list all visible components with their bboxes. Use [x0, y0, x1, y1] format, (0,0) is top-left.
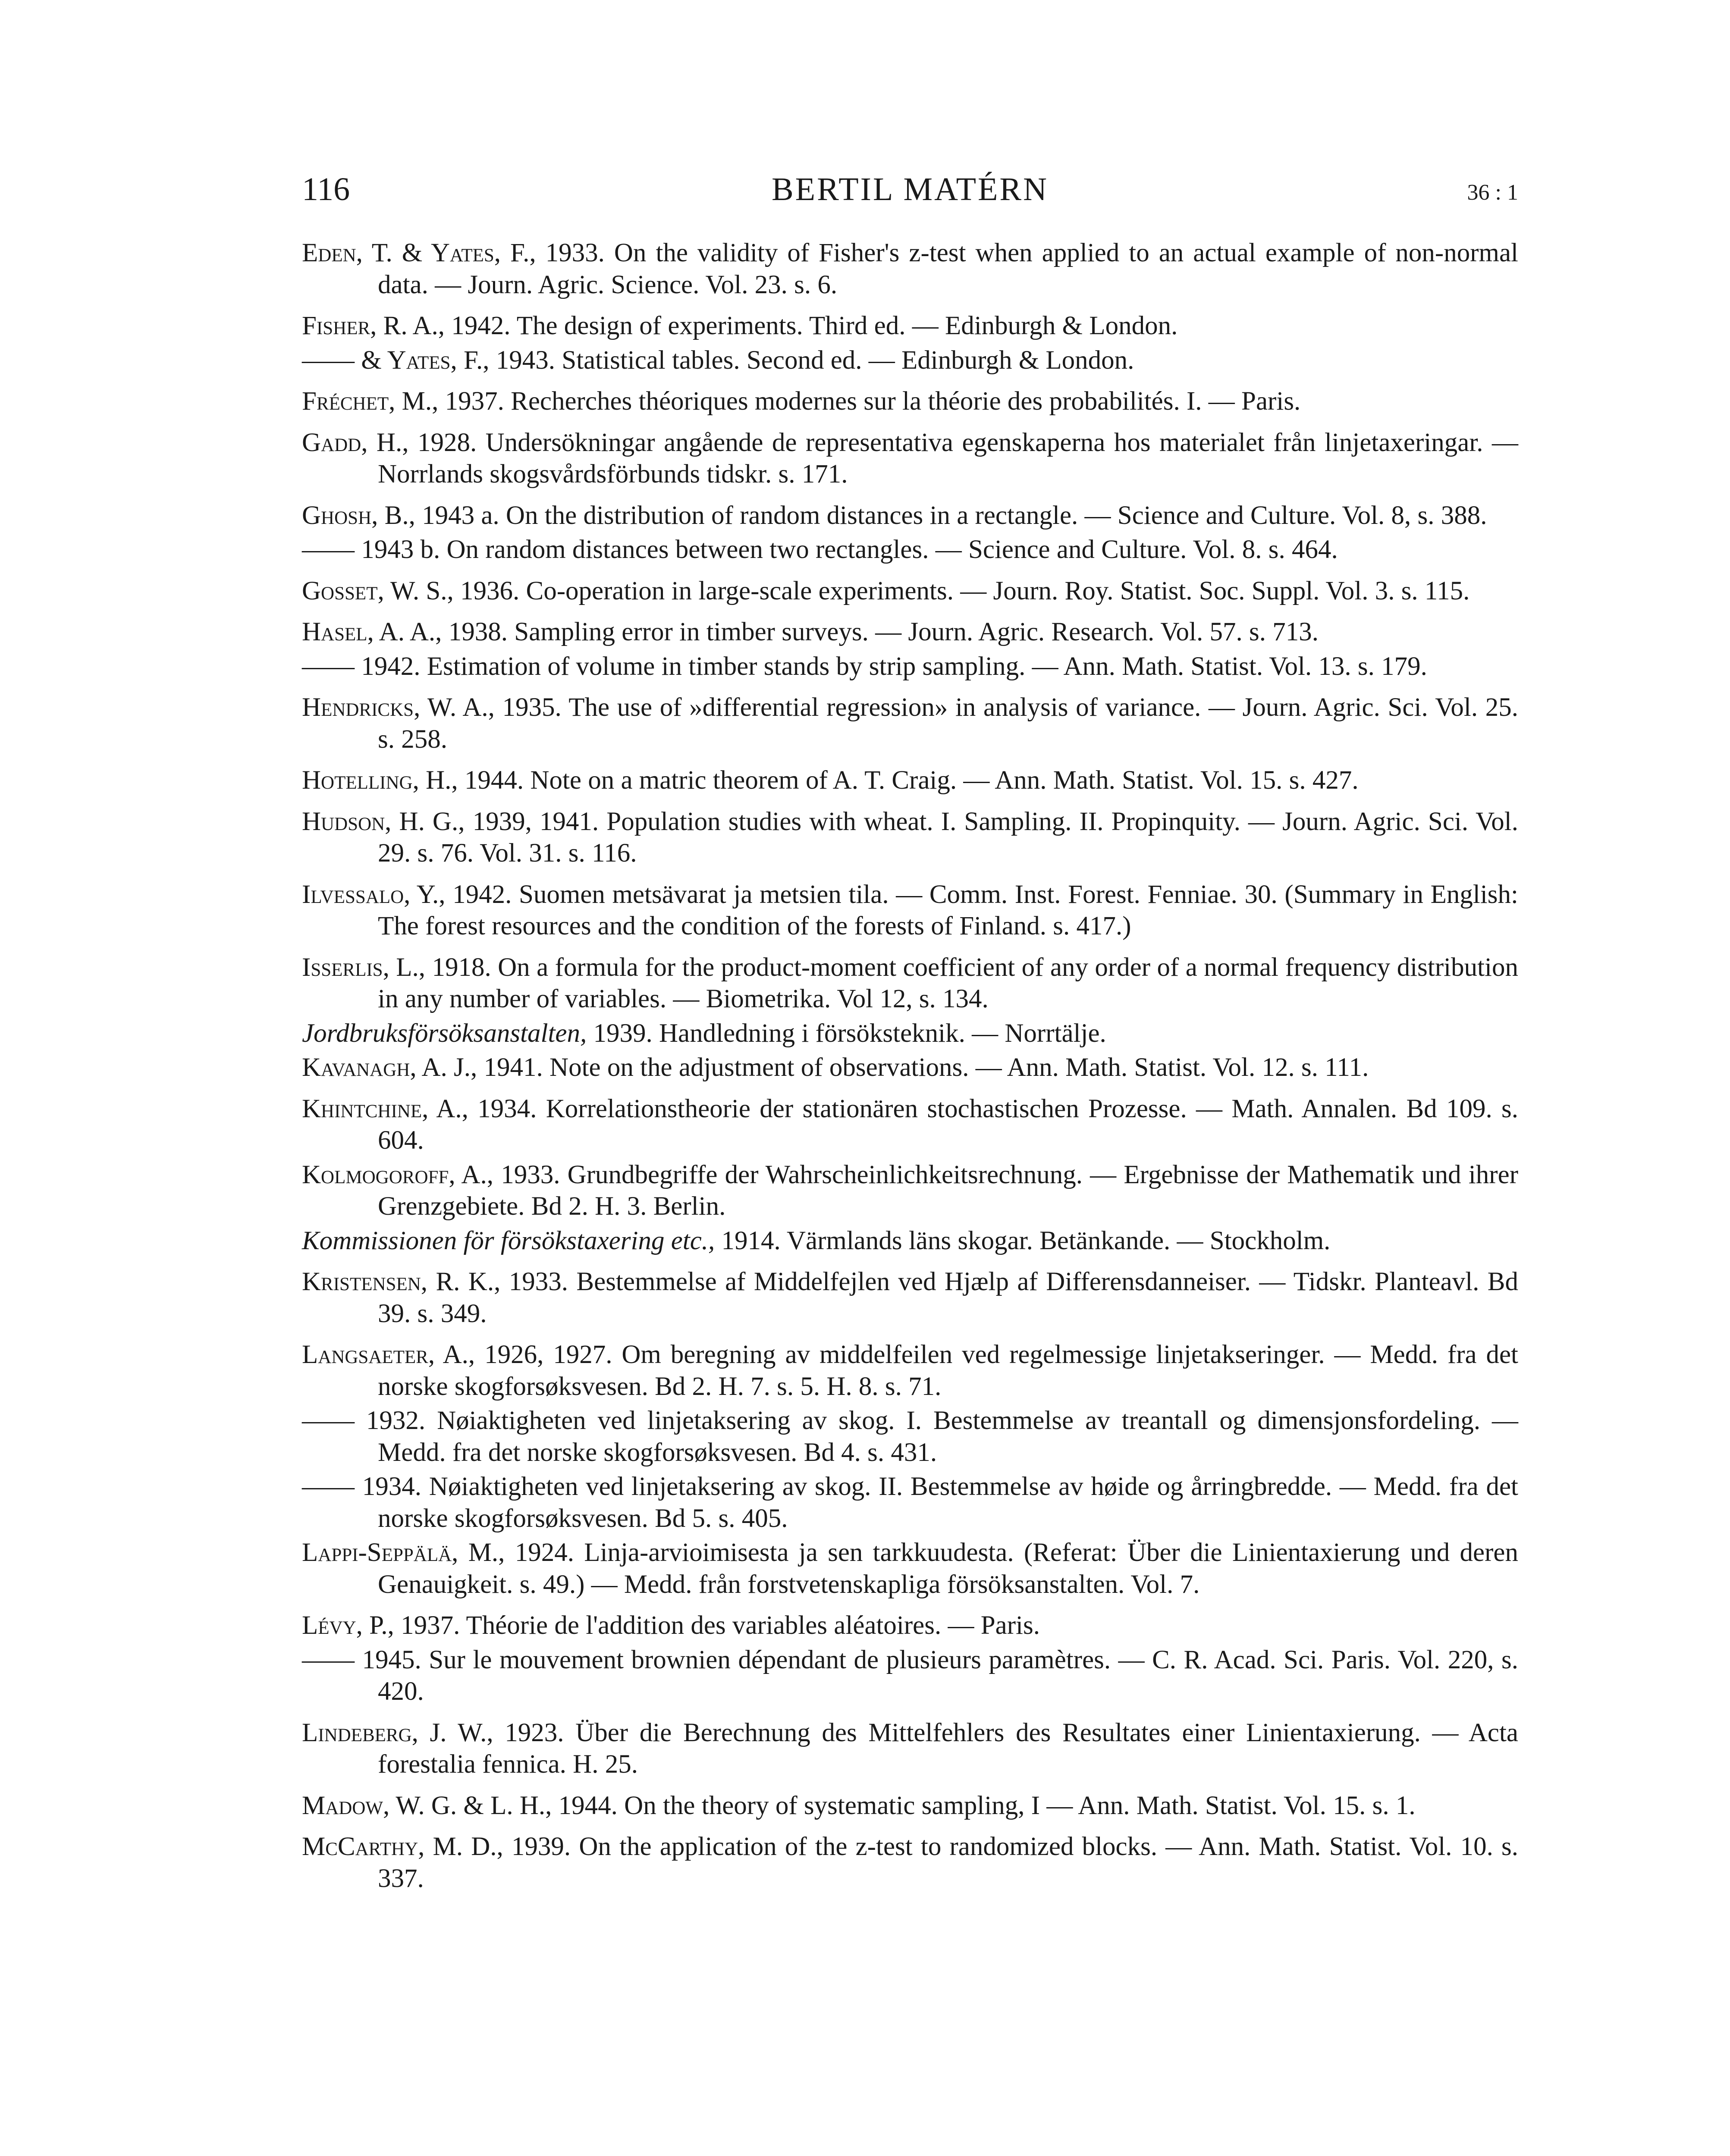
- reference-entry: [302, 1225, 1518, 1257]
- reference-entry: [302, 1093, 1518, 1156]
- reference-list: [302, 237, 1518, 1904]
- reference-author: Hasel, A. A.,: [302, 617, 442, 646]
- reference-entry: [302, 237, 1518, 301]
- reference-text: 1943 b. On random distances between two rectangles. — Science and Culture. Vol. 8. s. 464.: [355, 535, 1338, 564]
- volume-number: 36 : 1: [1467, 180, 1518, 205]
- reference-entry: [302, 616, 1518, 648]
- reference-author: Kolmogoroff, A.,: [302, 1160, 493, 1189]
- reference-entry: [302, 1018, 1518, 1050]
- reference-text: 1939, 1941. Population studies with wheat. I. Sampling. II. Propinquity. — Journ. Agric. Sci. Vol. 29. s. 76. Vol. 31. s. 116.: [378, 807, 1518, 868]
- reference-entry: [302, 692, 1518, 755]
- reference-author: ——: [302, 535, 355, 564]
- reference-author: Ilvessalo, Y.,: [302, 880, 446, 909]
- running-title: BERTIL MATÉRN: [771, 171, 1049, 207]
- reference-author: McCarthy, M. D.,: [302, 1832, 503, 1861]
- reference-text: 1934. Korrelationstheorie der stationären stochastischen Prozesse. — Math. Annalen. Bd 109. s. 604.: [378, 1094, 1518, 1155]
- reference-author: Kavanagh, A. J.,: [302, 1053, 477, 1082]
- reference-author: —— & Yates, F.,: [302, 345, 490, 375]
- reference-text: 1923. Über die Berechnung des Mittelfehlers des Resultates einer Linientaxierung. — Acta forestalia fennica. H. 25.: [378, 1718, 1518, 1779]
- reference-entry: [302, 952, 1518, 1015]
- reference-author: Hotelling, H.,: [302, 766, 458, 795]
- page-number: 116: [302, 171, 350, 207]
- reference-text: 1942. The design of experiments. Third ed. — Edinburgh & London.: [445, 311, 1178, 340]
- reference-entry: [302, 1266, 1518, 1329]
- reference-text: 1937. Théorie de l'addition des variables aléatoires. — Paris.: [394, 1611, 1040, 1640]
- reference-author: Kristensen, R. K.,: [302, 1267, 501, 1296]
- reference-author: Hudson, H. G.,: [302, 807, 465, 836]
- reference-author: Jordbruksförsöksanstalten,: [302, 1018, 587, 1048]
- reference-text: 1939. On the application of the z-test to randomized blocks. — Ann. Math. Statist. Vol. 10. s. 337.: [378, 1832, 1519, 1893]
- reference-text: 1944. Note on a matric theorem of A. T. Craig. — Ann. Math. Statist. Vol. 15. s. 427.: [458, 766, 1359, 795]
- reference-entry: [302, 1537, 1518, 1600]
- reference-entry: [302, 1790, 1518, 1822]
- reference-author: Isserlis, L.,: [302, 953, 426, 982]
- reference-entry: [302, 1644, 1518, 1708]
- reference-author: Lévy, P.,: [302, 1611, 394, 1640]
- reference-author: Khintchine, A.,: [302, 1094, 468, 1123]
- reference-author: ——: [302, 1406, 355, 1435]
- reference-text: 1943 a. On the distribution of random distances in a rectangle. — Science and Culture. Vol. 8, s. 388.: [415, 501, 1487, 530]
- reference-text: 1918. On a formula for the product-moment coefficient of any order of a normal frequency distribution in any number of variables. — Biometrika. Vol 12, s. 134.: [378, 953, 1518, 1013]
- reference-entry: [302, 1052, 1518, 1084]
- reference-author: Gosset, W. S.,: [302, 576, 454, 605]
- reference-author: Eden, T. & Yates, F.,: [302, 238, 536, 267]
- reference-entry: [302, 1831, 1518, 1894]
- reference-text: 1926, 1927. Om beregning av middelfeilen ved regelmessige linjetakseringer. — Medd. fra det norske skogforsøksvesen. Bd 2. H. 7. s. 5. H. 8. s. 71.: [378, 1340, 1518, 1401]
- reference-author: ——: [302, 1645, 355, 1674]
- reference-text: 1939. Handledning i försöksteknik. — Norrtälje.: [587, 1018, 1106, 1048]
- reference-text: 1935. The use of »differential regression» in analysis of variance. — Journ. Agric. Sci. Vol. 25. s. 258.: [378, 693, 1518, 754]
- reference-entry: [302, 806, 1518, 869]
- reference-author: ——: [302, 652, 355, 681]
- reference-entry: [302, 1339, 1518, 1402]
- reference-text: 1934. Nøiaktigheten ved linjetaksering av skog. II. Bestemmelse av høide og årringbredde. — Medd. fra det norske skogforsøksvesen. Bd 5. s. 405.: [355, 1472, 1518, 1533]
- page-header: [302, 166, 1518, 213]
- reference-entry: [302, 765, 1518, 796]
- reference-entry: [302, 575, 1518, 607]
- reference-author: Madow, W. G. & L. H.,: [302, 1791, 552, 1820]
- reference-author: Kommissionen för försökstaxering etc.,: [302, 1226, 715, 1255]
- reference-text: 1933. Grundbegriffe der Wahrscheinlichkeitsrechnung. — Ergebnisse der Mathematik und ihrer Grenzgebiete. Bd 2. H. 3. Berlin.: [378, 1160, 1519, 1221]
- reference-entry: [302, 1610, 1518, 1642]
- reference-author: Gadd, H.,: [302, 428, 409, 457]
- reference-entry: [302, 1159, 1518, 1222]
- reference-text: 1933. On the validity of Fisher's z-test when applied to an actual example of non-normal data. — Journ. Agric. Science. Vol. 23. s. 6.: [378, 238, 1518, 299]
- reference-author: Hendricks, W. A.,: [302, 693, 495, 722]
- reference-entry: [302, 310, 1518, 342]
- reference-author: Fréchet, M.,: [302, 387, 439, 416]
- reference-entry: [302, 651, 1518, 683]
- reference-text: 1943. Statistical tables. Second ed. — Edinburgh & London.: [489, 345, 1134, 375]
- reference-text: 1936. Co-operation in large-scale experiments. — Journ. Roy. Statist. Soc. Suppl. Vol. 3. s. 115.: [453, 576, 1470, 605]
- reference-author: Fisher, R. A.,: [302, 311, 445, 340]
- reference-text: 1942. Suomen metsävarat ja metsien tila. — Comm. Inst. Forest. Fenniae. 30. (Summary in English: The forest resources and the condition of the forests of Finland. s. 417.): [378, 880, 1518, 940]
- reference-text: 1914. Värmlands läns skogar. Betänkande. — Stockholm.: [715, 1226, 1331, 1255]
- reference-author: ——: [302, 1472, 355, 1501]
- reference-entry: [302, 500, 1518, 532]
- reference-entry: [302, 1717, 1518, 1780]
- reference-author: Langsaeter, A.,: [302, 1340, 475, 1369]
- reference-text: 1937. Recherches théoriques modernes sur la théorie des probabilités. I. — Paris.: [438, 387, 1301, 416]
- reference-entry: [302, 534, 1518, 566]
- reference-entry: [302, 345, 1518, 376]
- reference-entry: [302, 1471, 1518, 1534]
- reference-author: Lappi-Seppälä, M.,: [302, 1538, 505, 1567]
- reference-author: Ghosh, B.,: [302, 501, 415, 530]
- reference-text: 1942. Estimation of volume in timber stands by strip sampling. — Ann. Math. Statist. Vol. 13. s. 179.: [355, 652, 1427, 681]
- reference-entry: [302, 385, 1518, 417]
- reference-text: 1932. Nøiaktigheten ved linjetaksering av skog. I. Bestemmelse av treantall og dimensjonsfordeling. — Medd. fra det norske skogforsøksvesen. Bd 4. s. 431.: [355, 1406, 1518, 1467]
- reference-text: 1945. Sur le mouvement brownien dépendant de plusieurs paramètres. — C. R. Acad. Sci. Paris. Vol. 220, s. 420.: [355, 1645, 1518, 1706]
- reference-text: 1928. Undersökningar angående de representativa egenskaperna hos materialet från linjetaxeringar. — Norrlands skogsvårdsförbunds tidskr. s. 171.: [378, 428, 1518, 489]
- reference-text: 1938. Sampling error in timber surveys. — Journ. Agric. Research. Vol. 57. s. 713.: [442, 617, 1319, 646]
- reference-entry: [302, 1405, 1518, 1468]
- reference-entry: [302, 879, 1518, 942]
- reference-text: 1941. Note on the adjustment of observations. — Ann. Math. Statist. Vol. 12. s. 111.: [477, 1053, 1369, 1082]
- reference-text: 1944. On the theory of systematic sampling, I — Ann. Math. Statist. Vol. 15. s. 1.: [552, 1791, 1416, 1820]
- reference-text: 1924. Linja-arvioimisesta ja sen tarkkuudesta. (Referat: Über die Linientaxierung und deren Genauigkeit. s. 49.) — Medd. från forstvetenskapliga försöksanstalten. Vol. 7.: [378, 1538, 1518, 1599]
- reference-author: Lindeberg, J. W.,: [302, 1718, 493, 1747]
- reference-text: 1933. Bestemmelse af Middelfejlen ved Hjælp af Differensdanneiser. — Tidskr. Planteavl. Bd 39. s. 349.: [378, 1267, 1518, 1328]
- reference-entry: [302, 427, 1518, 490]
